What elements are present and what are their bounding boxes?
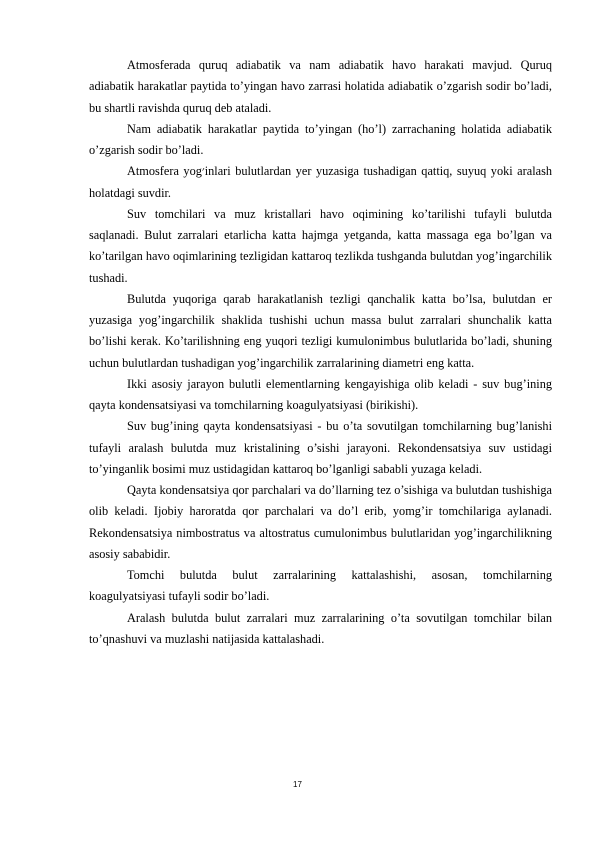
paragraph-10: Aralash bulutda bulut zarralari muz zarralarining o’ta sovutilgan tomchilar bilan to’qnashuvi va muzlashi natijasida kattalashadi.: [89, 610, 552, 646]
paragraph-6: Ikki asosiy jarayon bulutli elementlarning kengayishiga olib keladi - suv bug’ining qayta kondensatsiyasi va tomchilarning koagulyatsiyasi (birikishi).: [89, 376, 552, 412]
paragraph-1: Atmosferada quruq adiabatik va nam adiabatik havo harakati mavjud. Quruq adiabatik harakatlar paytida to’yingan havo zarrasi holatida adiabatik o’zgarish sodir bo’ladi, bu shartli ravishda quruq deb ataladi.: [89, 58, 552, 115]
paragraph-7: Suv bug’ining qayta kondensatsiyasi - bu o’ta sovutilgan tomchilarning bug’lanishi tufayli aralash bulutda muz kristalining o’sishi jarayoni. Rekondensatsiya suv ustidagi to’yinganlik bosimi muz ustidagidan kattaroq bo’lganligi sababli yuzaga keladi.: [89, 419, 552, 476]
paragraph-8: Qayta kondensatsiya qor parchalari va do’llarning tez o’sishiga va bulutdan tushishiga olib keladi. Ijobiy haroratda qor parchalari va do’l erib, yomg’ir tomchilariga aylanadi. Rekondensatsiya nimbostratus va altostratus cumulonimbus bulutlaridan yog’ingarchilikning asosiy sababidir.: [89, 483, 552, 561]
paragraph-9: Tomchi bulutda bulut zarralarining kattalashishi, asosan, tomchilarning koagulyatsiyasi tufayli sodir bo’ladi.: [89, 568, 552, 604]
paragraph-3: Atmosfera yog׳inlari bulutlardan yer yuzasiga tushadigan qattiq, suyuq yoki aralash holatdagi suvdir.: [89, 164, 553, 200]
page-number: 17: [293, 780, 302, 789]
document-body: [89, 55, 552, 650]
paragraph-2: Nam adiabatik harakatlar paytida to’yingan (ho’l) zarrachaning holatida adiabatik o’zgarish sodir bo’ladi.: [89, 121, 552, 157]
paragraph-5: Bulutda yuqoriga qarab harakatlanish tezligi qanchalik katta bo’lsa, bulutdan er yuzasiga yog’ingarchilik shaklida tushishi uchun massa bulut zarralari shunchalik katta bo’lishi kerak. Ko’tarilishning eng yuqori tezligi kumulonimbus bulutlarida bo’ladi, shuning uchun bulutlardan tushadigan yog’ingarchilik zarralarining diametri eng katta.: [89, 291, 552, 370]
paragraph-4: Suv tomchilari va muz kristallari havo oqimining ko’tarilishi tufayli bulutda saqlanadi. Bulut zarralari etarlicha katta hajmga yetganda, katta massaga ega bo’lgan va ko’tarilgan havo oqimlarining tezligidan kattaroq tezlikda tushganda bulutdan yog’ingarchilik tushadi.: [89, 206, 552, 285]
